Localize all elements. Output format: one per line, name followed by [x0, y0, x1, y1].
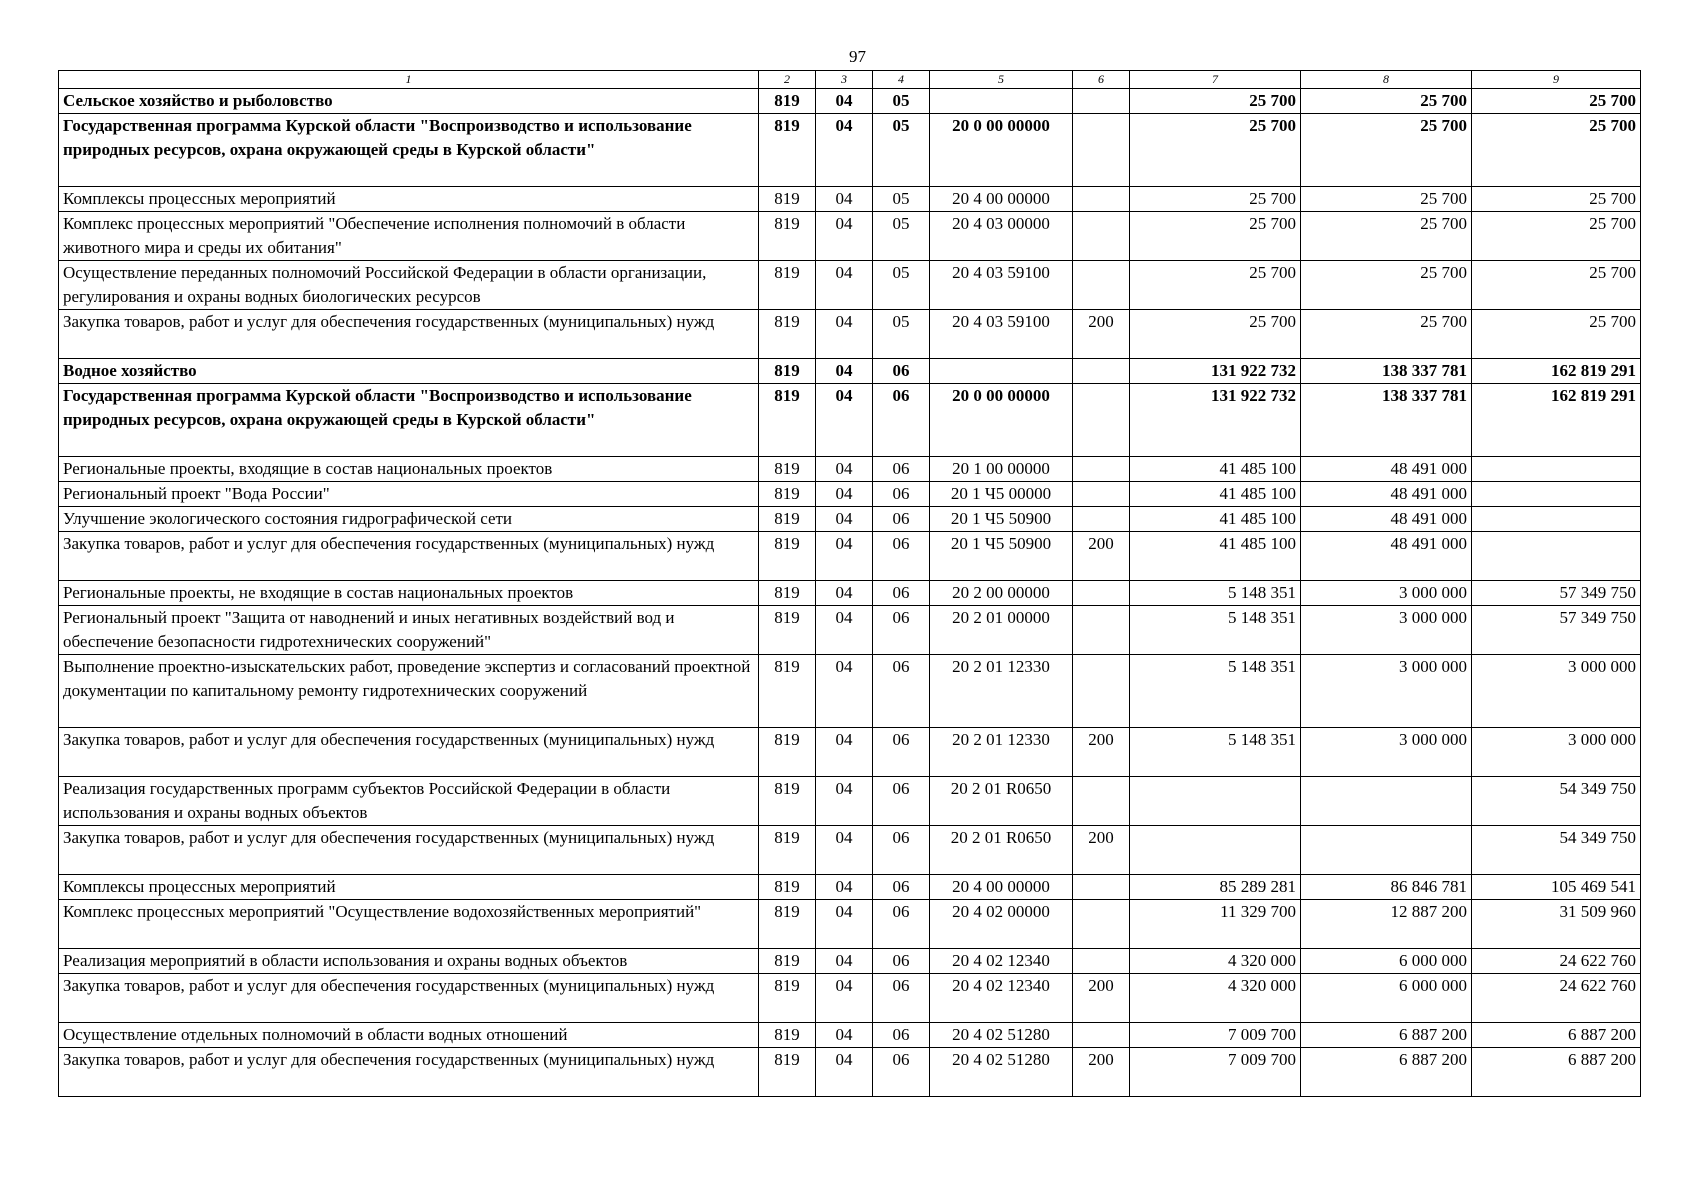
admin-code-cell: 819: [759, 949, 816, 974]
subsection-code-cell: 06: [873, 384, 930, 457]
amount-year-1-cell: 5 148 351: [1130, 655, 1301, 728]
amount-year-2-cell: 6 000 000: [1301, 949, 1472, 974]
subsection-code-cell: 06: [873, 532, 930, 581]
target-code-cell: 20 4 03 59100: [930, 261, 1073, 310]
column-number: 7: [1130, 71, 1301, 89]
subsection-code-cell: 06: [873, 359, 930, 384]
admin-code-cell: 819: [759, 875, 816, 900]
amount-year-2-cell: 25 700: [1301, 89, 1472, 114]
amount-year-1-cell: [1130, 777, 1301, 826]
amount-year-1-cell: 7 009 700: [1130, 1048, 1301, 1097]
table-row: [59, 384, 1641, 457]
subsection-code-cell: 06: [873, 507, 930, 532]
amount-year-2-cell: 6 000 000: [1301, 974, 1472, 1023]
row-name-cell: Водное хозяйство: [59, 359, 759, 384]
target-code-cell: 20 1 00 00000: [930, 457, 1073, 482]
amount-year-2-cell: 48 491 000: [1301, 457, 1472, 482]
table-row: [59, 875, 1641, 900]
row-name-cell: Выполнение проектно-изыскательских работ, проведение экспертиз и согласований проектной документации по капитальному ремонту гидротехнических сооружений: [59, 655, 759, 728]
amount-year-2-cell: 6 887 200: [1301, 1048, 1472, 1097]
table-row: [59, 359, 1641, 384]
row-name-cell: Осуществление переданных полномочий Российской Федерации в области организации, регулирования и охраны водных биологических ресурсов: [59, 261, 759, 310]
column-number: 8: [1301, 71, 1472, 89]
amount-year-3-cell: 3 000 000: [1472, 655, 1641, 728]
table-row: [59, 457, 1641, 482]
target-code-cell: [930, 89, 1073, 114]
amount-year-1-cell: 7 009 700: [1130, 1023, 1301, 1048]
subsection-code-cell: 05: [873, 89, 930, 114]
target-code-cell: 20 2 00 00000: [930, 581, 1073, 606]
amount-year-1-cell: 41 485 100: [1130, 507, 1301, 532]
subsection-code-cell: 06: [873, 1048, 930, 1097]
column-number: 5: [930, 71, 1073, 89]
subsection-code-cell: 06: [873, 875, 930, 900]
section-code-cell: 04: [816, 949, 873, 974]
amount-year-2-cell: 25 700: [1301, 310, 1472, 359]
row-name-cell: Комплекс процессных мероприятий "Осуществление водохозяйственных мероприятий": [59, 900, 759, 949]
column-number: 9: [1472, 71, 1641, 89]
row-name-cell: Реализация государственных программ субъектов Российской Федерации в области использования и охраны водных объектов: [59, 777, 759, 826]
section-code-cell: 04: [816, 655, 873, 728]
target-code-cell: 20 0 00 00000: [930, 384, 1073, 457]
subsection-code-cell: 06: [873, 777, 930, 826]
amount-year-3-cell: 25 700: [1472, 212, 1641, 261]
table-row: [59, 974, 1641, 1023]
table-row: [59, 900, 1641, 949]
target-code-cell: 20 4 00 00000: [930, 187, 1073, 212]
subsection-code-cell: 06: [873, 457, 930, 482]
row-name-cell: Государственная программа Курской области "Воспроизводство и использование природных ресурсов, охрана окружающей среды в Курской области": [59, 384, 759, 457]
admin-code-cell: 819: [759, 655, 816, 728]
amount-year-1-cell: 5 148 351: [1130, 606, 1301, 655]
table-row: [59, 728, 1641, 777]
amount-year-2-cell: 3 000 000: [1301, 655, 1472, 728]
admin-code-cell: 819: [759, 384, 816, 457]
amount-year-2-cell: 3 000 000: [1301, 728, 1472, 777]
column-number: 3: [816, 71, 873, 89]
table-row: [59, 261, 1641, 310]
section-code-cell: 04: [816, 826, 873, 875]
amount-year-1-cell: 41 485 100: [1130, 532, 1301, 581]
section-code-cell: 04: [816, 532, 873, 581]
amount-year-3-cell: 6 887 200: [1472, 1048, 1641, 1097]
row-name-cell: Региональные проекты, не входящие в состав национальных проектов: [59, 581, 759, 606]
amount-year-1-cell: 131 922 732: [1130, 359, 1301, 384]
amount-year-1-cell: [1130, 826, 1301, 875]
expense-type-cell: [1073, 581, 1130, 606]
column-number: 6: [1073, 71, 1130, 89]
amount-year-3-cell: 24 622 760: [1472, 974, 1641, 1023]
amount-year-2-cell: 48 491 000: [1301, 507, 1472, 532]
subsection-code-cell: 06: [873, 826, 930, 875]
page-number: 97: [849, 47, 866, 66]
admin-code-cell: 819: [759, 482, 816, 507]
amount-year-2-cell: [1301, 777, 1472, 826]
budget-table: [58, 70, 1641, 1097]
admin-code-cell: 819: [759, 1048, 816, 1097]
amount-year-1-cell: 131 922 732: [1130, 384, 1301, 457]
amount-year-1-cell: 5 148 351: [1130, 728, 1301, 777]
expense-type-cell: [1073, 777, 1130, 826]
admin-code-cell: 819: [759, 310, 816, 359]
row-name-cell: Закупка товаров, работ и услуг для обеспечения государственных (муниципальных) нужд: [59, 974, 759, 1023]
subsection-code-cell: 06: [873, 655, 930, 728]
section-code-cell: 04: [816, 875, 873, 900]
target-code-cell: 20 2 01 R0650: [930, 826, 1073, 875]
expense-type-cell: [1073, 482, 1130, 507]
row-name-cell: Региональный проект "Защита от наводнений и иных негативных воздействий вод и обеспечение безопасности гидротехнических сооружений": [59, 606, 759, 655]
amount-year-1-cell: 25 700: [1130, 114, 1301, 187]
target-code-cell: 20 1 Ч5 00000: [930, 482, 1073, 507]
row-name-cell: Реализация мероприятий в области использования и охраны водных объектов: [59, 949, 759, 974]
amount-year-1-cell: 85 289 281: [1130, 875, 1301, 900]
amount-year-2-cell: 48 491 000: [1301, 532, 1472, 581]
subsection-code-cell: 05: [873, 310, 930, 359]
amount-year-3-cell: [1472, 482, 1641, 507]
section-code-cell: 04: [816, 310, 873, 359]
section-code-cell: 04: [816, 359, 873, 384]
section-code-cell: 04: [816, 1023, 873, 1048]
target-code-cell: 20 4 02 51280: [930, 1048, 1073, 1097]
admin-code-cell: 819: [759, 532, 816, 581]
amount-year-1-cell: 5 148 351: [1130, 581, 1301, 606]
expense-type-cell: 200: [1073, 310, 1130, 359]
table-row: [59, 1048, 1641, 1097]
table-row: [59, 532, 1641, 581]
admin-code-cell: 819: [759, 826, 816, 875]
table-row: [59, 482, 1641, 507]
amount-year-3-cell: 54 349 750: [1472, 777, 1641, 826]
amount-year-1-cell: 4 320 000: [1130, 974, 1301, 1023]
row-name-cell: Закупка товаров, работ и услуг для обеспечения государственных (муниципальных) нужд: [59, 310, 759, 359]
table-row: [59, 655, 1641, 728]
amount-year-2-cell: 48 491 000: [1301, 482, 1472, 507]
expense-type-cell: [1073, 261, 1130, 310]
subsection-code-cell: 06: [873, 1023, 930, 1048]
section-code-cell: 04: [816, 777, 873, 826]
section-code-cell: 04: [816, 384, 873, 457]
admin-code-cell: 819: [759, 212, 816, 261]
amount-year-2-cell: 25 700: [1301, 187, 1472, 212]
amount-year-2-cell: 25 700: [1301, 114, 1472, 187]
amount-year-2-cell: 138 337 781: [1301, 359, 1472, 384]
expense-type-cell: [1073, 1023, 1130, 1048]
table-row: [59, 1023, 1641, 1048]
admin-code-cell: 819: [759, 606, 816, 655]
amount-year-3-cell: 162 819 291: [1472, 359, 1641, 384]
section-code-cell: 04: [816, 114, 873, 187]
row-name-cell: Региональные проекты, входящие в состав национальных проектов: [59, 457, 759, 482]
amount-year-3-cell: [1472, 532, 1641, 581]
amount-year-2-cell: 25 700: [1301, 261, 1472, 310]
admin-code-cell: 819: [759, 187, 816, 212]
amount-year-3-cell: 25 700: [1472, 89, 1641, 114]
amount-year-3-cell: 57 349 750: [1472, 581, 1641, 606]
table-row: [59, 310, 1641, 359]
subsection-code-cell: 06: [873, 949, 930, 974]
table-row: [59, 89, 1641, 114]
subsection-code-cell: 05: [873, 261, 930, 310]
amount-year-1-cell: 25 700: [1130, 261, 1301, 310]
table-row: [59, 187, 1641, 212]
table-row: [59, 949, 1641, 974]
expense-type-cell: [1073, 507, 1130, 532]
amount-year-2-cell: 3 000 000: [1301, 581, 1472, 606]
target-code-cell: 20 4 02 51280: [930, 1023, 1073, 1048]
row-name-cell: Закупка товаров, работ и услуг для обеспечения государственных (муниципальных) нужд: [59, 728, 759, 777]
amount-year-3-cell: 105 469 541: [1472, 875, 1641, 900]
amount-year-1-cell: 25 700: [1130, 212, 1301, 261]
section-code-cell: 04: [816, 728, 873, 777]
section-code-cell: 04: [816, 507, 873, 532]
row-name-cell: Закупка товаров, работ и услуг для обеспечения государственных (муниципальных) нужд: [59, 532, 759, 581]
admin-code-cell: 819: [759, 974, 816, 1023]
expense-type-cell: [1073, 89, 1130, 114]
section-code-cell: 04: [816, 581, 873, 606]
subsection-code-cell: 06: [873, 482, 930, 507]
column-number: 2: [759, 71, 816, 89]
amount-year-1-cell: 25 700: [1130, 310, 1301, 359]
subsection-code-cell: 06: [873, 581, 930, 606]
subsection-code-cell: 06: [873, 728, 930, 777]
expense-type-cell: [1073, 949, 1130, 974]
section-code-cell: 04: [816, 212, 873, 261]
expense-type-cell: [1073, 655, 1130, 728]
section-code-cell: 04: [816, 900, 873, 949]
section-code-cell: 04: [816, 261, 873, 310]
admin-code-cell: 819: [759, 507, 816, 532]
target-code-cell: 20 4 03 59100: [930, 310, 1073, 359]
target-code-cell: 20 1 Ч5 50900: [930, 507, 1073, 532]
expense-type-cell: [1073, 384, 1130, 457]
table-row: [59, 212, 1641, 261]
target-code-cell: 20 1 Ч5 50900: [930, 532, 1073, 581]
amount-year-1-cell: 41 485 100: [1130, 482, 1301, 507]
amount-year-3-cell: [1472, 457, 1641, 482]
target-code-cell: 20 4 00 00000: [930, 875, 1073, 900]
target-code-cell: 20 2 01 R0650: [930, 777, 1073, 826]
amount-year-1-cell: 25 700: [1130, 187, 1301, 212]
expense-type-cell: 200: [1073, 728, 1130, 777]
amount-year-1-cell: 41 485 100: [1130, 457, 1301, 482]
target-code-cell: 20 2 01 12330: [930, 655, 1073, 728]
row-name-cell: Закупка товаров, работ и услуг для обеспечения государственных (муниципальных) нужд: [59, 826, 759, 875]
admin-code-cell: 819: [759, 777, 816, 826]
admin-code-cell: 819: [759, 114, 816, 187]
target-code-cell: [930, 359, 1073, 384]
amount-year-3-cell: 162 819 291: [1472, 384, 1641, 457]
expense-type-cell: [1073, 359, 1130, 384]
amount-year-2-cell: 86 846 781: [1301, 875, 1472, 900]
table-body: [59, 71, 1641, 1097]
section-code-cell: 04: [816, 606, 873, 655]
target-code-cell: 20 4 03 00000: [930, 212, 1073, 261]
table-row: [59, 581, 1641, 606]
amount-year-3-cell: 57 349 750: [1472, 606, 1641, 655]
section-code-cell: 04: [816, 1048, 873, 1097]
expense-type-cell: [1073, 114, 1130, 187]
subsection-code-cell: 06: [873, 900, 930, 949]
section-code-cell: 04: [816, 187, 873, 212]
table-row: [59, 826, 1641, 875]
target-code-cell: 20 4 02 12340: [930, 974, 1073, 1023]
table-row: [59, 777, 1641, 826]
target-code-cell: 20 4 02 12340: [930, 949, 1073, 974]
subsection-code-cell: 05: [873, 212, 930, 261]
section-code-cell: 04: [816, 482, 873, 507]
column-number: 1: [59, 71, 759, 89]
expense-type-cell: 200: [1073, 974, 1130, 1023]
amount-year-2-cell: [1301, 826, 1472, 875]
amount-year-3-cell: 31 509 960: [1472, 900, 1641, 949]
row-name-cell: Осуществление отдельных полномочий в области водных отношений: [59, 1023, 759, 1048]
expense-type-cell: [1073, 900, 1130, 949]
table-row: [59, 606, 1641, 655]
amount-year-2-cell: 25 700: [1301, 212, 1472, 261]
expense-type-cell: [1073, 875, 1130, 900]
admin-code-cell: 819: [759, 359, 816, 384]
expense-type-cell: 200: [1073, 1048, 1130, 1097]
expense-type-cell: [1073, 212, 1130, 261]
amount-year-1-cell: 4 320 000: [1130, 949, 1301, 974]
subsection-code-cell: 05: [873, 187, 930, 212]
amount-year-2-cell: 12 887 200: [1301, 900, 1472, 949]
section-code-cell: 04: [816, 89, 873, 114]
target-code-cell: 20 0 00 00000: [930, 114, 1073, 187]
row-name-cell: Улучшение экологического состояния гидрографической сети: [59, 507, 759, 532]
row-name-cell: Комплексы процессных мероприятий: [59, 187, 759, 212]
admin-code-cell: 819: [759, 457, 816, 482]
section-code-cell: 04: [816, 974, 873, 1023]
table-row: [59, 114, 1641, 187]
table-row: [59, 507, 1641, 532]
subsection-code-cell: 05: [873, 114, 930, 187]
admin-code-cell: 819: [759, 1023, 816, 1048]
expense-type-cell: [1073, 187, 1130, 212]
row-name-cell: Комплекс процессных мероприятий "Обеспечение исполнения полномочий в области животного мира и среды их обитания": [59, 212, 759, 261]
amount-year-1-cell: 11 329 700: [1130, 900, 1301, 949]
target-code-cell: 20 2 01 00000: [930, 606, 1073, 655]
subsection-code-cell: 06: [873, 606, 930, 655]
amount-year-3-cell: 25 700: [1472, 310, 1641, 359]
row-name-cell: Сельское хозяйство и рыболовство: [59, 89, 759, 114]
amount-year-3-cell: 3 000 000: [1472, 728, 1641, 777]
amount-year-2-cell: 3 000 000: [1301, 606, 1472, 655]
amount-year-3-cell: [1472, 507, 1641, 532]
column-number: 4: [873, 71, 930, 89]
target-code-cell: 20 2 01 12330: [930, 728, 1073, 777]
amount-year-2-cell: 138 337 781: [1301, 384, 1472, 457]
amount-year-3-cell: 24 622 760: [1472, 949, 1641, 974]
amount-year-1-cell: 25 700: [1130, 89, 1301, 114]
row-name-cell: Региональный проект "Вода России": [59, 482, 759, 507]
expense-type-cell: [1073, 457, 1130, 482]
admin-code-cell: 819: [759, 261, 816, 310]
expense-type-cell: 200: [1073, 826, 1130, 875]
expense-type-cell: [1073, 606, 1130, 655]
admin-code-cell: 819: [759, 728, 816, 777]
section-code-cell: 04: [816, 457, 873, 482]
amount-year-3-cell: 54 349 750: [1472, 826, 1641, 875]
admin-code-cell: 819: [759, 581, 816, 606]
amount-year-2-cell: 6 887 200: [1301, 1023, 1472, 1048]
column-number-row: [59, 71, 1641, 89]
amount-year-3-cell: 25 700: [1472, 187, 1641, 212]
row-name-cell: Государственная программа Курской области "Воспроизводство и использование природных ресурсов, охрана окружающей среды в Курской области": [59, 114, 759, 187]
expense-type-cell: 200: [1073, 532, 1130, 581]
target-code-cell: 20 4 02 00000: [930, 900, 1073, 949]
row-name-cell: Комплексы процессных мероприятий: [59, 875, 759, 900]
admin-code-cell: 819: [759, 89, 816, 114]
amount-year-3-cell: 25 700: [1472, 261, 1641, 310]
subsection-code-cell: 06: [873, 974, 930, 1023]
admin-code-cell: 819: [759, 900, 816, 949]
amount-year-3-cell: 6 887 200: [1472, 1023, 1641, 1048]
amount-year-3-cell: 25 700: [1472, 114, 1641, 187]
row-name-cell: Закупка товаров, работ и услуг для обеспечения государственных (муниципальных) нужд: [59, 1048, 759, 1097]
